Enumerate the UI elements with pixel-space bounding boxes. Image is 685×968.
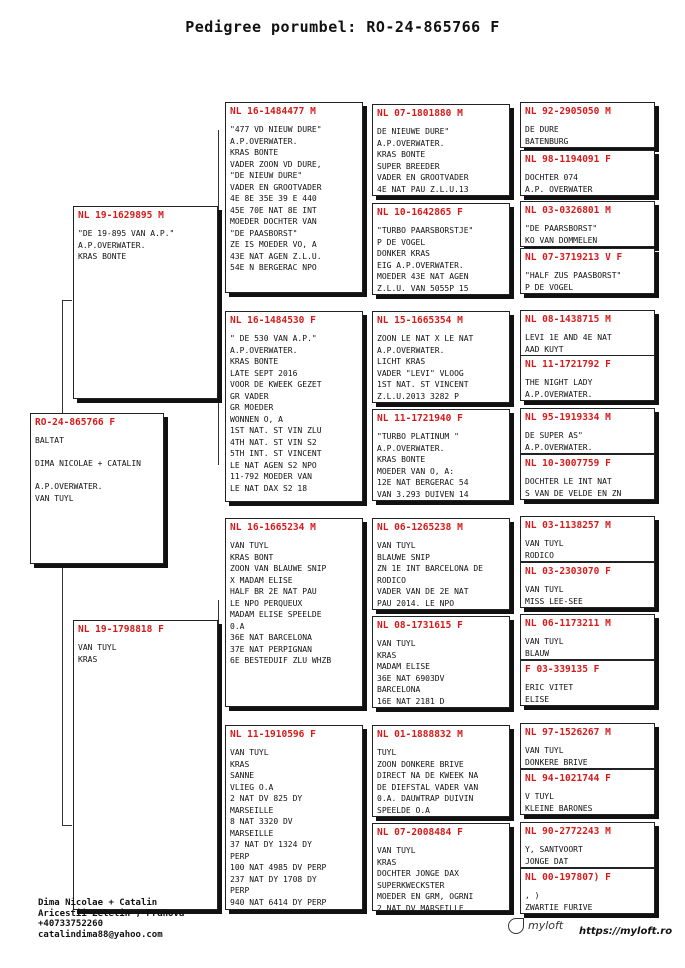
website-link[interactable]: https://myloft.ro	[579, 926, 673, 937]
ring-number: NL 11-1910596 F	[230, 729, 316, 740]
pigeon-logo-icon	[508, 918, 524, 934]
owner-contact	[38, 898, 184, 940]
pigeon-card-gggp-9: NL 03-1138257 M VAN TUYL RODICO	[520, 516, 655, 562]
pigeon-card-gggp-14: NL 94-1021744 F V TUYL KLEINE BARONES	[520, 769, 655, 815]
pigeon-card-gggp-3: NL 03-0326801 M "DE PAARSBORST" KO VAN DOMMELEN	[520, 201, 655, 247]
ring-number: NL 15-1665354 M	[377, 315, 463, 326]
ring-number: NL 19-1629895 M	[78, 210, 164, 221]
owner-phone: +40733752260	[38, 919, 104, 929]
owner-name: Dima Nicolae + Catalin	[38, 898, 158, 908]
pigeon-card-gggp-13: NL 97-1526267 M VAN TUYL DONKERE BRIVE	[520, 723, 655, 769]
page-title: Pedigree porumbel: RO-24-865766 F	[185, 18, 500, 36]
pigeon-card-ggp-1: NL 07-1801880 M DE NIEUWE DURE" A.P.OVERWATER. KRAS BONTE SUPER BREEDER VADER EN GROOTVADER 4E NAT PAU Z.L.U.13	[372, 104, 510, 196]
pigeon-card-sire-dam: NL 16-1484530 F " DE 530 VAN A.P." A.P.OVERWATER. KRAS BONTE LATE SEPT 2016 VOOR DE KWEEK GEZET GR VADER GR MOEDER WONNEN O, A 1ST NAT. ST VIN ZLU 4TH NAT. ST VIN S2 5TH INT. ST VINCENT LE NAT AGEN S2 NPO 11-792 MOEDER VAN LE NAT DAX S2 18	[225, 311, 363, 502]
ring-number: NL 94-1021744 F	[525, 773, 611, 784]
pigeon-card-gggp-8: NL 10-3007759 F DOCHTER LE INT NAT S VAN DE VELDE EN ZN	[520, 454, 655, 500]
ring-number: NL 07-2008484 F	[377, 827, 463, 838]
ring-number: NL 00-197807) F	[525, 872, 611, 883]
ring-number: NL 16-1665234 M	[230, 522, 316, 533]
pigeon-card-ggp-8: NL 07-2008484 F VAN TUYL KRAS DOCHTER JONGE DAX SUPERKWECKSTER MOEDER EN GRM, OGRNI 2 NAT DV MARSEILLE	[372, 823, 510, 911]
connector-line	[218, 130, 219, 465]
pigeon-card-gggp-2: NL 98-1194091 F DOCHTER 074 A.P. OVERWATER	[520, 150, 655, 196]
ring-number: NL 06-1265238 M	[377, 522, 463, 533]
pigeon-card-ggp-5: NL 06-1265238 M VAN TUYL BLAUWE SNIP ZN 1E INT BARCELONA DE RODICO VADER VAN DE 2E NAT PAU 2014. LE NPO	[372, 518, 510, 610]
ring-number: NL 11-1721792 F	[525, 359, 611, 370]
pigeon-card-gggp-10: NL 03-2303070 F VAN TUYL MISS LEE-SEE	[520, 562, 655, 608]
pigeon-card-ggp-2: NL 10-1642865 F "TURBO PAARSBORSTJE" P DE VOGEL DONKER KRAS EIG A.P.OVERWATER. MOEDER 43E NAT AGEN Z.L.U. VAN 5055P 15	[372, 203, 510, 295]
ring-number: NL 16-1484530 F	[230, 315, 316, 326]
ring-number: NL 08-1731615 F	[377, 620, 463, 631]
ring-number: NL 03-2303070 F	[525, 566, 611, 577]
ring-number: NL 98-1194091 F	[525, 154, 611, 165]
ring-number: NL 03-1138257 M	[525, 520, 611, 531]
pigeon-card-gggp-16: NL 00-197807) F , ) ZWARTIE FURIVE	[520, 868, 655, 914]
pigeon-card-main: RO-24-865766 F BALTAT DIMA NICOLAE + CATALIN A.P.OVERWATER. VAN TUYL	[30, 413, 164, 564]
pigeon-card-ggp-3: NL 15-1665354 M ZOON LE NAT X LE NAT A.P.OVERWATER. LICHT KRAS VADER "LEVI" VLOOG 1ST NAT. ST VINCENT Z.L.U.2013 3282 P	[372, 311, 510, 403]
pigeon-card-gggp-11: NL 06-1173211 M VAN TUYL BLAUW	[520, 614, 655, 660]
pigeon-card-gggp-15: NL 90-2772243 M Y, SANTVOORT JONGE DAT	[520, 822, 655, 868]
ring-number: F 03-339135 F	[525, 664, 600, 675]
ring-number: NL 92-2905050 M	[525, 106, 611, 117]
pigeon-card-gggp-12: F 03-339135 F ERIC VITET ELISE	[520, 660, 655, 706]
connector-line	[62, 300, 72, 301]
ring-number: NL 01-1888832 M	[377, 729, 463, 740]
ring-number: NL 10-1642865 F	[377, 207, 463, 218]
pigeon-card-dam-sire: NL 16-1665234 M VAN TUYL KRAS BONT ZOON VAN BLAUWE SNIP X MADAM ELISE HALF BR 2E NAT PAU LE NPO PERQUEUX MADAM ELISE SPEELDE 0.A 36E NAT BARCELONA 37E NAT PERPIGNAN 6E BESTEDUIF ZLU WHZB	[225, 518, 363, 707]
owner-email[interactable]: catalindima88@yahoo.com	[38, 929, 163, 940]
pigeon-card-ggp-6: NL 08-1731615 F VAN TUYL KRAS MADAM ELISE 36E NAT 6903DV BARCELONA 16E NAT 2181 D	[372, 616, 510, 708]
pigeon-card-ggp-4: NL 11-1721940 F "TURBO PLATINUM " A.P.OVERWATER. KRAS BONTE MOEDER VAN O, A: 12E NAT BERGERAC 54 VAN 3.293 DUIVEN 14	[372, 409, 510, 501]
ring-number: NL 90-2772243 M	[525, 826, 611, 837]
ring-number: NL 19-1798818 F	[78, 624, 164, 635]
ring-number: NL 16-1484477 M	[230, 106, 316, 117]
ring-number: NL 07-3719213 V F	[525, 252, 623, 263]
pigeon-card-gggp-1: NL 92-2905050 M DE DURE BATENBURG	[520, 102, 655, 148]
ring-number: NL 03-0326801 M	[525, 205, 611, 216]
pigeon-card-gggp-4: NL 07-3719213 V F "HALF ZUS PAASBORST" P DE VOGEL	[520, 248, 655, 294]
pigeon-card-dam: NL 19-1798818 F VAN TUYL KRAS	[73, 620, 218, 910]
ring-number: NL 08-1438715 M	[525, 314, 611, 325]
connector-line	[62, 825, 72, 826]
ring-number: NL 97-1526267 M	[525, 727, 611, 738]
pigeon-card-gggp-7: NL 95-1919334 M DE SUPER AS" A.P.OVERWATER.	[520, 408, 655, 454]
pigeon-card-sire: NL 19-1629895 M "DE 19-895 VAN A.P." A.P.OVERWATER. KRAS BONTE	[73, 206, 218, 399]
pigeon-card-sire-sire: NL 16-1484477 M "477 VD NIEUW DURE" A.P.OVERWATER. KRAS BONTE VADER ZOON VD DURE, "DE NIEUW DURE" VADER EN GROOTVADER 4E 8E 35E 39 E 440 45E 70E NAT 8E INT MOEDER DOCHTER VAN "DE PAASBORST" ZE IS MOEDER VO, A 43E NAT AGEN Z.L.U. 54E N BERGERAC NPO	[225, 102, 363, 293]
pigeon-card-gggp-6: NL 11-1721792 F THE NIGHT LADY A.P.OVERWATER.	[520, 355, 655, 401]
ring-number: NL 07-1801880 M	[377, 108, 463, 119]
ring-number: NL 06-1173211 M	[525, 618, 611, 629]
ring-number: NL 10-3007759 F	[525, 458, 611, 469]
myloft-logo: myloft	[508, 918, 563, 934]
ring-number: NL 95-1919334 M	[525, 412, 611, 423]
ring-number: NL 11-1721940 F	[377, 413, 463, 424]
pigeon-card-gggp-5: NL 08-1438715 M LEVI 1E AND 4E NAT AAD KUYT	[520, 310, 655, 356]
connector-line	[218, 600, 219, 900]
pigeon-card-ggp-7: NL 01-1888832 M TUYL ZOON DONKERE BRIVE DIRECT NA DE KWEEK NA DE DIEFSTAL VADER VAN 0.A. DAUWTRAP DUIVIN SPEELDE O.A	[372, 725, 510, 817]
owner-address: Aricestii-Zeletin , Prahova	[38, 908, 185, 919]
pigeon-card-dam-dam: NL 11-1910596 F VAN TUYL KRAS SANNE VLIEG O.A 2 NAT DV 825 DY MARSEILLE 8 NAT 3320 DV MARSEILLE 37 NAT DY 1324 DY PERP 100 NAT 4985 DV PERP 237 NAT DY 1708 DY PERP 940 NAT 6414 DY PERP	[225, 725, 363, 910]
ring-number: RO-24-865766 F	[35, 417, 116, 428]
